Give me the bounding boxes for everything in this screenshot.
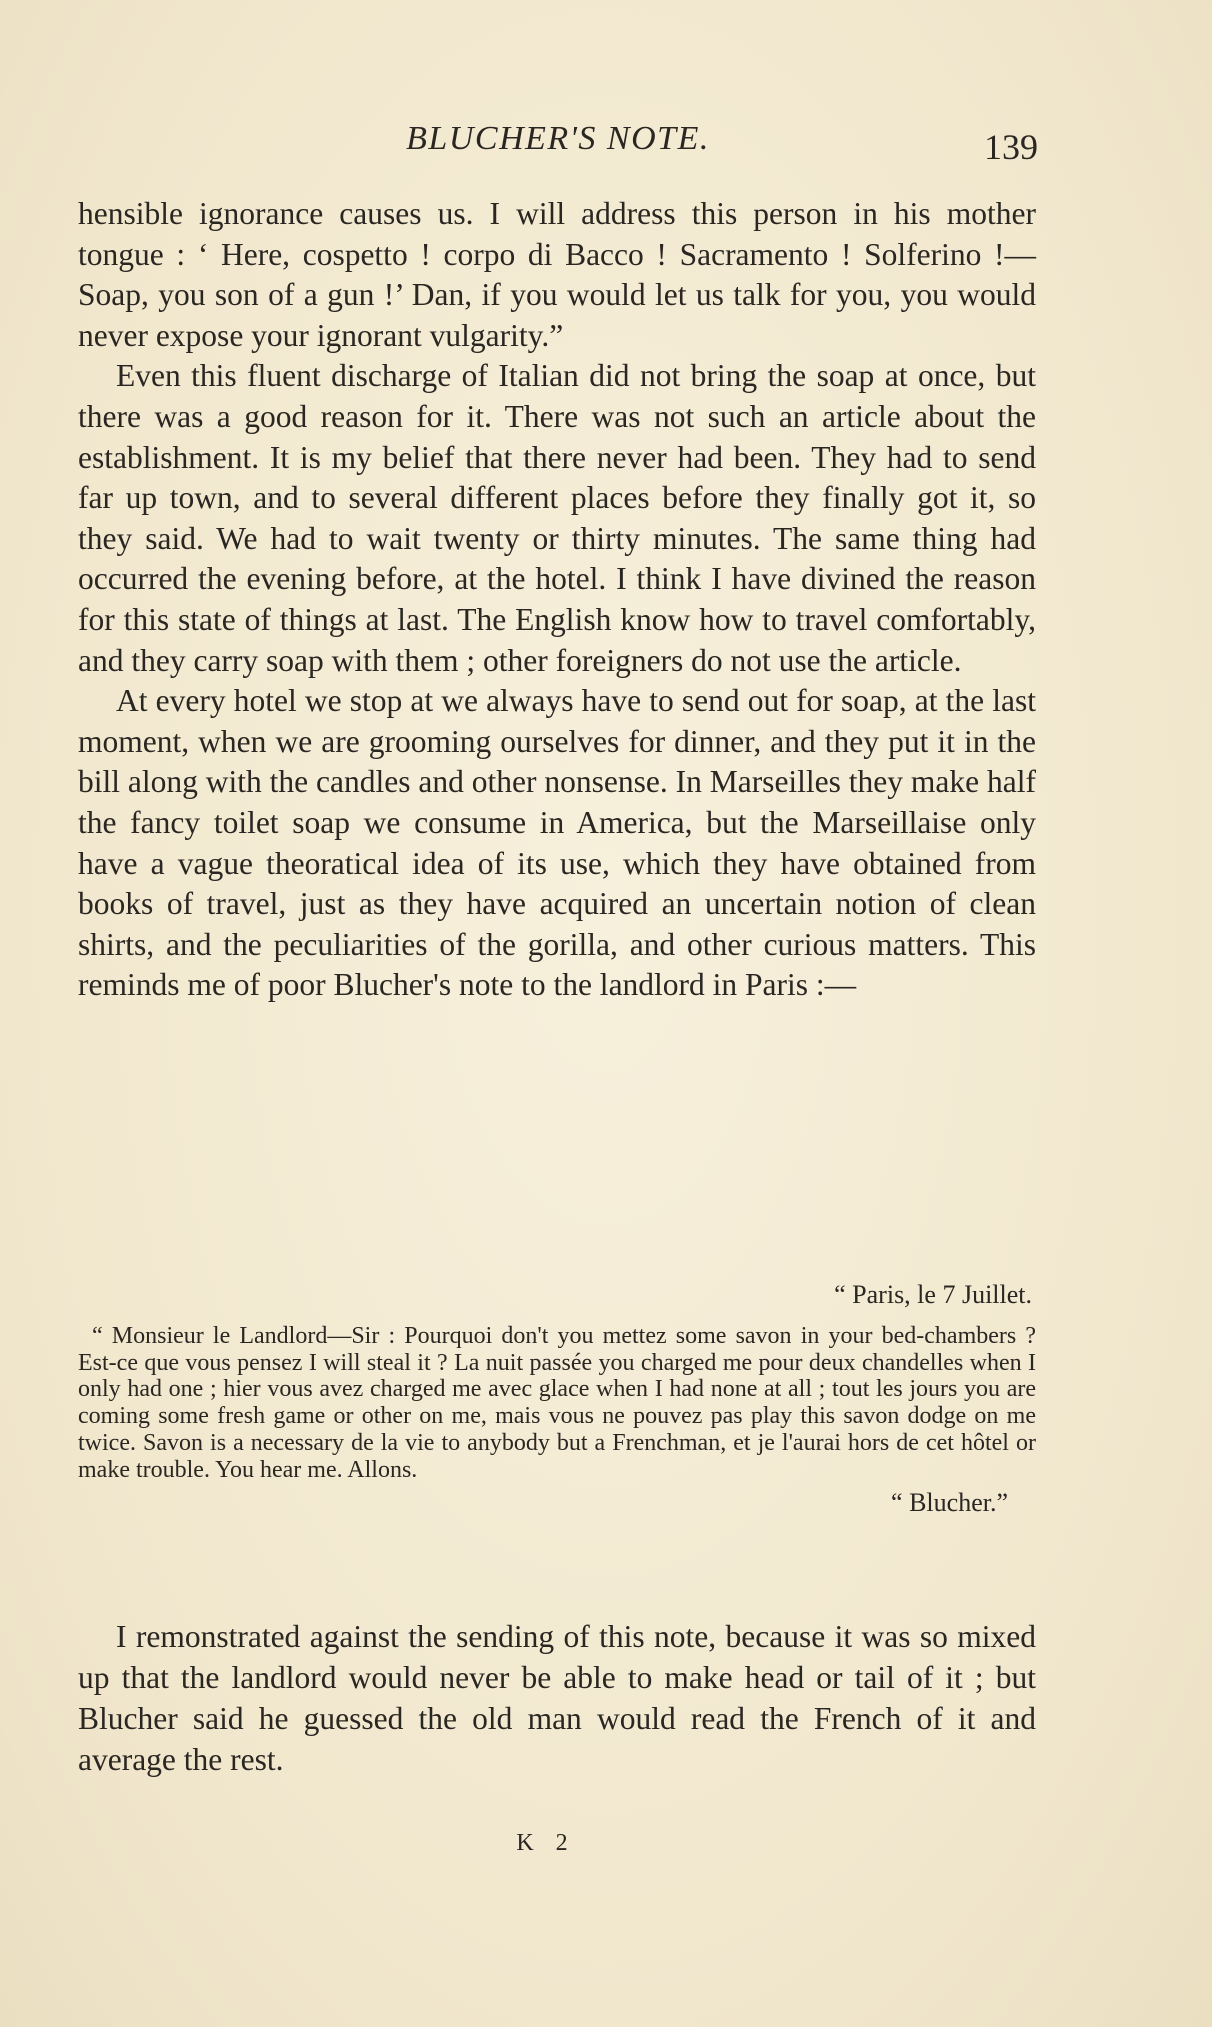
- paragraph-soap: Even this fluent discharge of Italian did not bring the soap at once, but there was a good reason for it. There was not such an article about the establishment. It is my belief that there never had been. They had to send far up town, and to several different places before they finally got it, so they said. We had to wait twenty or thirty minutes. The same thing had occurred the evening before, at the hotel. I think I have divined the reason for this state of things at last. The English know how to travel comfortably, and they carry soap with them ; other foreigners do not use the article.: [78, 358, 1036, 678]
- letter-dateline: “ Paris, le 7 Juillet.: [834, 1280, 1032, 1309]
- paragraph-continued: hensible ignorance causes us. I will address this person in his mother tongue : ‘ Here, cospetto ! corpo di Bacco ! Sacramento ! Solferino !—Soap, you son of a gun !’ Dan, if you would let us talk for you, you would never expose your ignorant vulgarity.”: [78, 196, 1036, 353]
- closing-text: [78, 1616, 1036, 1780]
- running-head: BLUCHER'S NOTE.: [406, 120, 710, 157]
- blucher-letter: [78, 1282, 1036, 1516]
- signature-mark: K 2: [516, 1830, 576, 1856]
- letter-body: “ Monsieur le Landlord—Sir : Pourquoi don't you mettez some savon in your bed-chambers ? Est-ce que vous pensez I will steal it ? La nuit passée you charged me pour deux chandelles when I only had one ; hier vous avez charged me avec glace when I had none at all ; tout les jours you are coming some fresh game or other on me, mais vous ne pouvez pas play this savon dodge on me twice. Savon is a necessary de la vie to anybody but a Frenchman, et je l'aurai hors de cet hôtel or make trouble. You hear me. Allons.: [78, 1322, 1036, 1483]
- letter-signature: “ Blucher.”: [891, 1487, 1008, 1517]
- paragraph-closing: I remonstrated against the sending of this note, because it was so mixed up that the landlord would never be able to make head or tail of it ; but Blucher said he guessed the old man would read the French of it and average the rest.: [78, 1619, 1036, 1777]
- paragraph-hotel: At every hotel we stop at we always have to send out for soap, at the last moment, when we are grooming ourselves for dinner, and they put it in the bill along with the candles and other nonsense. In Marseilles they make half the fancy toilet soap we consume in America, but the Marseillaise only have a vague theoratical idea of its use, which they have obtained from books of travel, just as they have acquired an uncertain notion of clean shirts, and the peculiarities of the gorilla, and other curious matters. This reminds me of poor Blucher's note to the landlord in Paris :—: [78, 683, 1036, 1003]
- page-header: [78, 118, 1038, 168]
- page-number: 139: [984, 127, 1038, 167]
- body-text: [78, 194, 1036, 1006]
